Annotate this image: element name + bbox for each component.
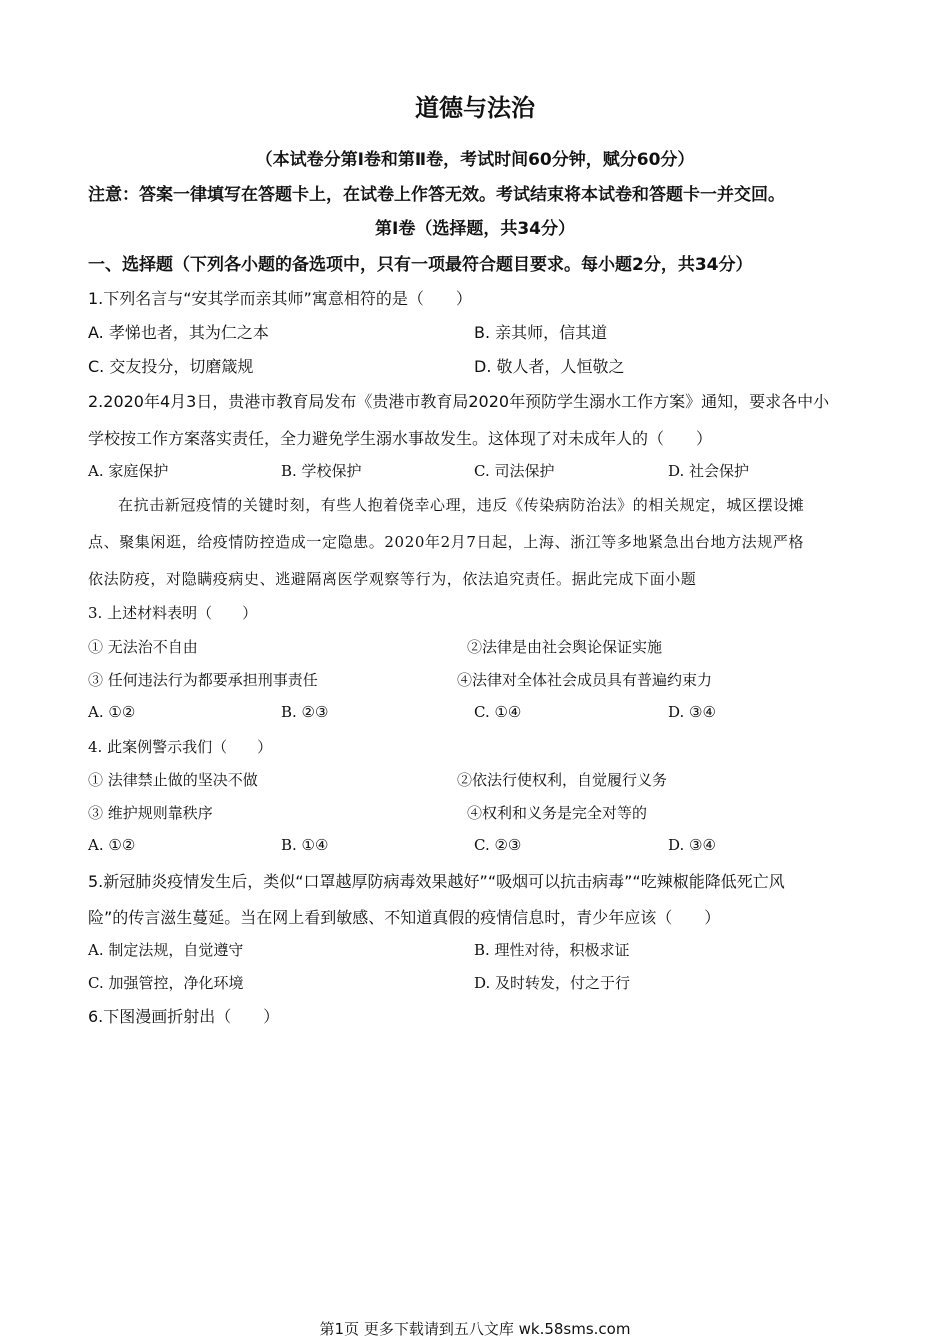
question-3-option-b: B. ②③ — [281, 703, 329, 721]
question-2-stem-line1: 2.2020年4月3日，贵港市教育局发布《贵港市教育局2020年预防学生溺水工作方案》通知，要求各中小 — [88, 392, 830, 411]
question-5-option-a: A. 制定法规，自觉遵守 — [88, 941, 244, 959]
question-3-option-d: D. ③④ — [668, 703, 716, 721]
question-3-stem: 3. 上述材料表明（ ） — [88, 604, 258, 622]
question-1-option-d: D. 敬人者，人恒敬之 — [474, 357, 625, 376]
question-3-statement-3: ③ 任何违法行为都要承担刑事责任 — [88, 671, 318, 689]
question-5-stem-line2: 险”的传言滋生蔓延。当在网上看到敏感、不知道真假的疫情信息时，青少年应该（ ） — [88, 908, 721, 927]
question-3-option-c: C. ①④ — [474, 703, 522, 721]
question-4-stem: 4. 此案例警示我们（ ） — [88, 738, 273, 756]
question-5-option-c: C. 加强管控，净化环境 — [88, 974, 244, 992]
question-3-statement-2: ②法律是由社会舆论保证实施 — [467, 638, 663, 656]
question-2-option-b: B. 学校保护 — [281, 462, 362, 480]
question-4-statement-1: ① 法律禁止做的坚决不做 — [88, 771, 258, 789]
material-line-3: 依法防疫，对隐瞒疫病史、逃避隔离医学观察等行为，依法追究责任。据此完成下面小题 — [88, 570, 697, 588]
question-1-option-a: A. 孝悌也者，其为仁之本 — [88, 323, 269, 342]
question-1-stem: 1.下列名言与“安其学而亲其师”寓意相符的是（ ） — [88, 289, 472, 308]
question-2-option-c: C. 司法保护 — [474, 462, 555, 480]
question-4-option-d: D. ③④ — [668, 836, 716, 854]
question-3-statement-1: ① 无法治不自由 — [88, 638, 198, 656]
question-4-statement-2: ②依法行使权利，自觉履行义务 — [457, 771, 668, 789]
question-3-option-a: A. ①② — [88, 703, 136, 721]
notice-text: 注意：答案一律填写在答题卡上，在试卷上作答无效。考试结束将本试卷和答题卡一并交回。 — [88, 185, 785, 205]
exam-subtitle: （本试卷分第Ⅰ卷和第Ⅱ卷，考试时间60分钟，赋分60分） — [255, 150, 695, 170]
question-4-statement-4: ④权利和义务是完全对等的 — [467, 804, 648, 822]
question-2-stem-line2: 学校按工作方案落实责任，全力避免学生溺水事故发生。这体现了对未成年人的（ ） — [88, 429, 713, 448]
material-line-2: 点、聚集闲逛，给疫情防控造成一定隐患。2020年2月7日起，上海、浙江等多地紧急出台地方法规严格 — [88, 533, 805, 551]
question-6-stem: 6.下图漫画折射出（ ） — [88, 1007, 280, 1026]
question-2-option-d: D. 社会保护 — [668, 462, 750, 480]
question-4-option-a: A. ①② — [88, 836, 136, 854]
part-one-heading: 第Ⅰ卷（选择题，共34分） — [375, 219, 575, 239]
page-footer: 第1页 更多下载请到五八文库 wk.58sms.com — [319, 1320, 631, 1338]
question-4-statement-3: ③ 维护规则靠秩序 — [88, 804, 213, 822]
question-5-option-b: B. 理性对待，积极求证 — [474, 941, 630, 959]
material-line-1: 在抗击新冠疫情的关键时刻，有些人抱着侥幸心理，违反《传染病防治法》的相关规定，城区摆设摊 — [118, 496, 805, 514]
question-4-option-b: B. ①④ — [281, 836, 329, 854]
question-5-stem-line1: 5.新冠肺炎疫情发生后，类似“口罩越厚防病毒效果越好”“吸烟可以抗击病毒”“吃辣椒能降低死亡风 — [88, 872, 785, 891]
section-heading: 一、选择题（下列各小题的备选项中，只有一项最符合题目要求。每小题2分，共34分） — [88, 255, 753, 275]
question-3-statement-4: ④法律对全体社会成员具有普遍约束力 — [457, 671, 713, 689]
question-5-option-d: D. 及时转发，付之于行 — [474, 974, 631, 992]
question-2-option-a: A. 家庭保护 — [88, 462, 169, 480]
question-1-option-b: B. 亲其师，信其道 — [474, 323, 608, 342]
question-1-option-c: C. 交友投分，切磨箴规 — [88, 357, 254, 376]
question-4-option-c: C. ②③ — [474, 836, 522, 854]
page-title: 道德与法治 — [415, 94, 535, 122]
